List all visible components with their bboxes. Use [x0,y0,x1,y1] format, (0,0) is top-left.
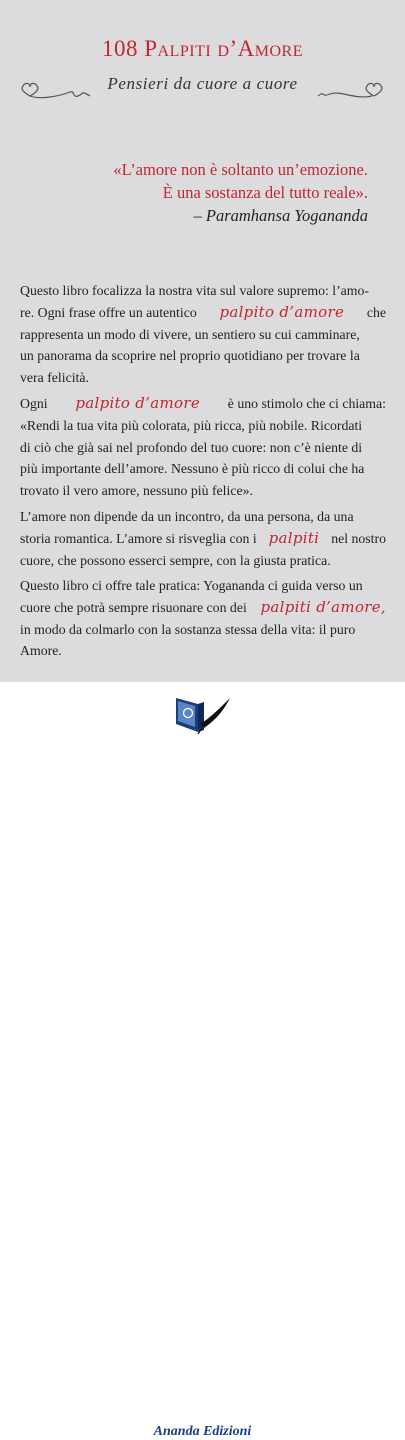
text-line [20,302,386,324]
text-line: in modo da colmarlo con la sostanza stessa della vita: il puro [20,621,356,637]
text-line: cuore, che possono esserci sempre, con la giusta pratica. [20,552,331,568]
paragraph-1 [20,280,386,389]
text-segment: è uno stimolo che ci chiama: [227,396,386,411]
text-line: di ciò che già sai nel profondo del tuo cuore: non c’è niente di [20,439,363,455]
text-line: trovato il vero amore, nessuno più felice». [20,483,253,499]
text-line: «Rendi la tua vita più colorata, più ricca, più nobile. Ricordati [20,417,363,433]
text-line [20,528,386,550]
paragraph-4 [20,575,386,662]
text-line: Amore. [20,643,62,659]
text-line: rappresenta un modo di vivere, un sentiero su cui camminare, [20,326,360,342]
quote-line: È una sostanza del tutto reale». [162,183,368,202]
epigraph-quote [40,158,368,204]
text-segment: re. Ogni frase offre un autentico [20,304,197,320]
highlight-phrase: palpito d’amore [219,302,345,321]
text-segment: che [366,304,386,320]
text-segment: Questo libro focalizza la nostra vita sul valore supremo: l’amo- [20,283,370,298]
publisher-name: Ananda Edizioni [153,1424,252,1439]
publisher-block [0,690,405,1439]
highlight-phrase: palpiti d’amore, [260,597,386,616]
paragraph-2 [20,393,386,502]
back-cover [0,0,405,682]
text-line [20,280,386,302]
text-line: più importante dell’amore. Nessuno è più ricco di colui che ha [20,461,365,477]
paragraph-3 [20,506,386,571]
text-segment: cuore che potrà sempre risuonare con dei [20,599,247,615]
text-line: vera felicità. [20,370,89,386]
text-line [20,393,386,415]
text-segment: Ogni [20,396,48,411]
quote-author: – Paramhansa Yogananda [193,206,368,225]
book-subtitle: Pensieri da cuore a cuore [107,74,298,93]
highlight-phrase: palpiti [268,528,320,547]
text-line: L’amore non dipende da un incontro, da una persona, da una [20,509,354,524]
text-segment: nel nostro [331,530,386,546]
text-segment: storia romantica. L’amore si risveglia con i [20,530,257,546]
text-line [20,597,386,619]
quote-line: «L’amore non è soltanto un’emozione. [113,160,368,179]
book-title: 108 Palpiti d’Amore [102,36,303,61]
publisher-logo-icon [170,694,234,738]
text-line: Questo libro ci offre tale pratica: Yogananda ci guida verso un [20,578,363,593]
highlight-phrase: palpito d’amore [75,394,201,412]
text-line: un panorama da scoprire nel proprio quotidiano per trovare la [20,348,360,364]
